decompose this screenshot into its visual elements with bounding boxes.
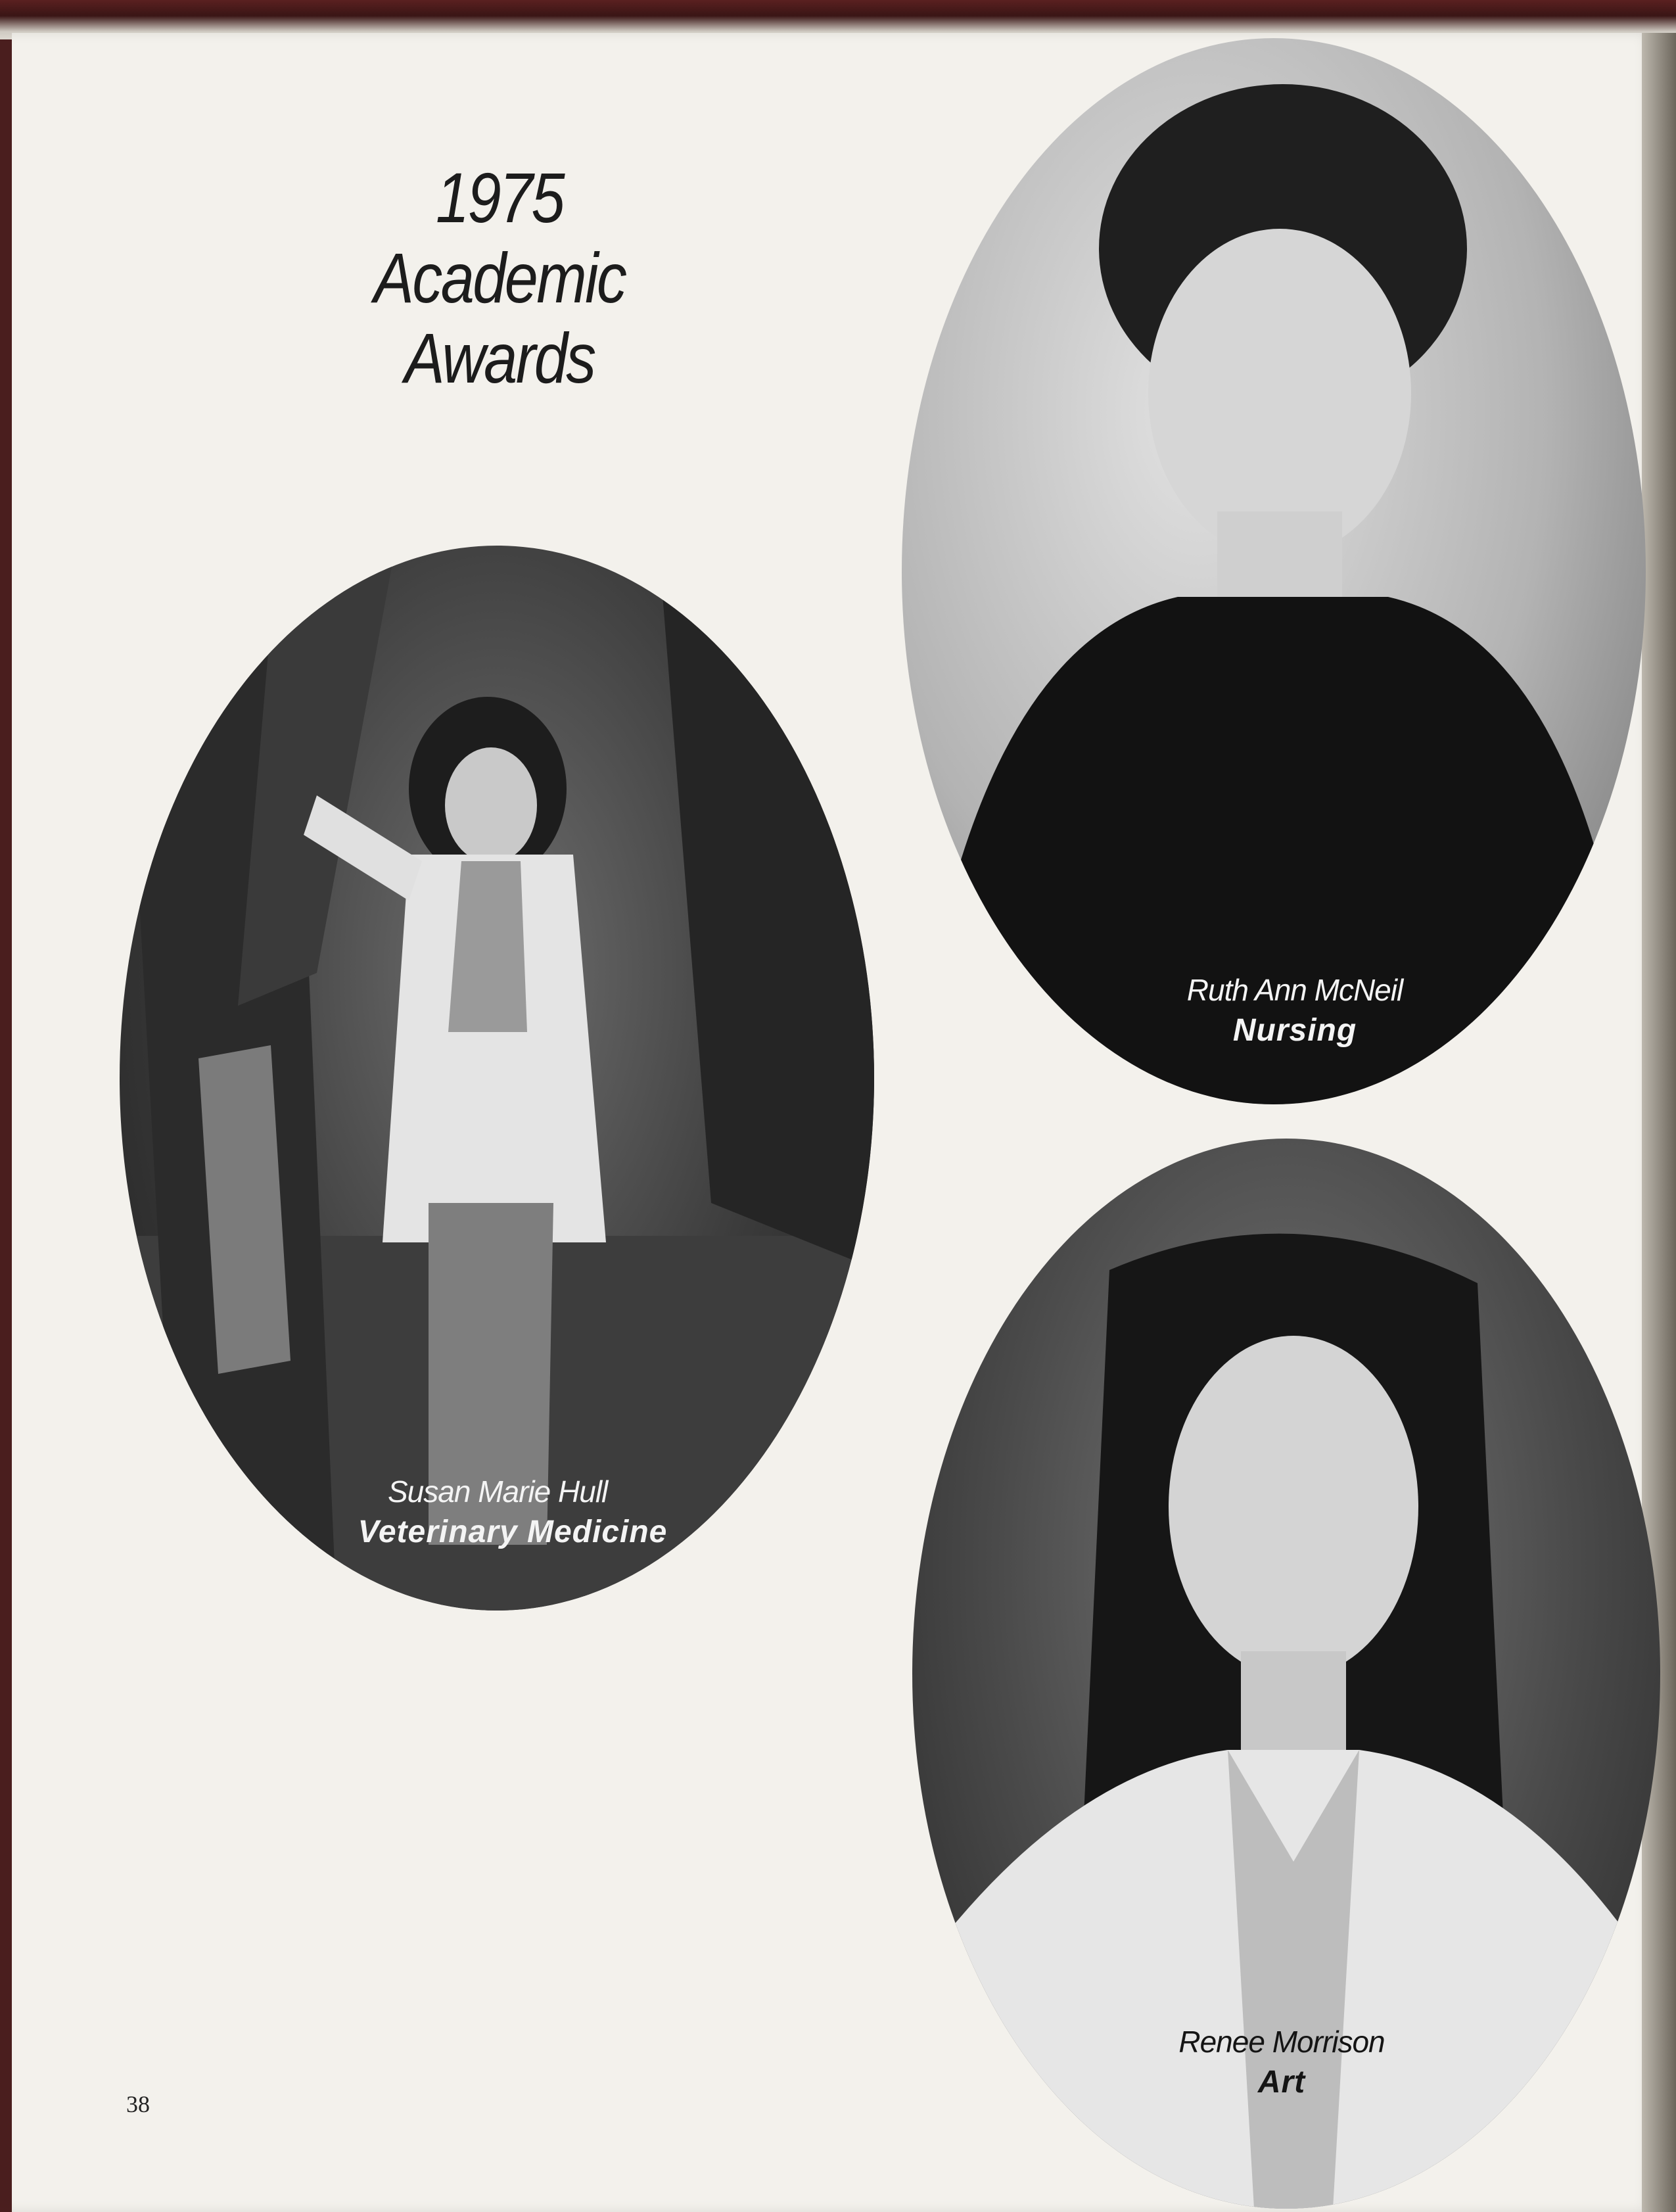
photo-susan-illustration xyxy=(120,546,874,1611)
heading-awards: Awards xyxy=(404,318,595,398)
award-name: Susan Marie Hull xyxy=(388,1474,608,1509)
page-number: 38 xyxy=(126,2091,150,2117)
page-heading xyxy=(354,158,645,398)
photo-susan-marie-hull xyxy=(120,546,874,1611)
award-field: Nursing xyxy=(1232,1013,1357,1048)
photo-ruth-ann-mcneil xyxy=(902,38,1646,1104)
award-name: Ruth Ann McNeil xyxy=(1186,973,1403,1007)
award-name: Renee Morrison xyxy=(1178,2025,1385,2059)
heading-academic: Academic xyxy=(373,238,626,318)
caption-susan-marie-hull xyxy=(342,1471,684,1553)
photo-ruth-illustration xyxy=(902,38,1646,1104)
heading-year: 1975 xyxy=(435,158,564,237)
award-field: Veterinary Medicine xyxy=(358,1515,668,1549)
award-field: Art xyxy=(1257,2065,1306,2100)
caption-renee-morrison xyxy=(1170,2021,1393,2103)
caption-ruth-ann-mcneil xyxy=(1150,970,1439,1051)
